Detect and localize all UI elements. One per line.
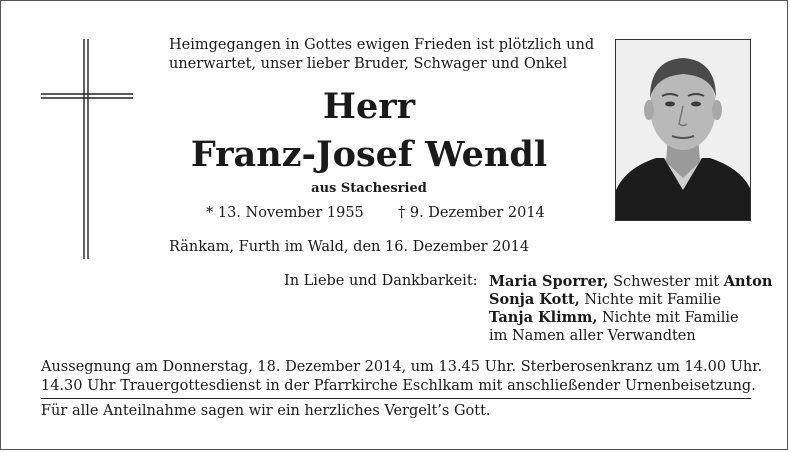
- origin-text: aus Stachesried: [311, 181, 427, 196]
- closing-text: Für alle Anteilnahme sagen wir ein herzliches Vergelt’s Gott.: [41, 403, 491, 419]
- mourner-line: [489, 327, 772, 345]
- cross-icon: [41, 39, 133, 259]
- deceased-name: Franz-Josef Wendl: [190, 134, 548, 175]
- divider: [41, 398, 751, 399]
- mourner-relation: im Namen aller Verwandten: [489, 328, 696, 344]
- mourner-line: [489, 291, 772, 309]
- intro-line: Heimgegangen in Gottes ewigen Frieden ist plötzlich und: [169, 37, 595, 53]
- mourner-name: Maria Sporrer,: [489, 273, 609, 290]
- mourner-name: Anton: [723, 273, 773, 290]
- mourner-relation: Schwester mit: [608, 274, 724, 290]
- intro-text: [169, 36, 609, 74]
- mourner-line: [489, 273, 772, 291]
- mourner-relation: Nichte mit Familie: [597, 310, 739, 326]
- mourner-name: Sonja Kott,: [489, 291, 580, 308]
- place-date: Ränkam, Furth im Wald, den 16. Dezember 2014: [169, 239, 530, 255]
- thanks-label: In Liebe und Dankbarkeit:: [284, 273, 478, 289]
- birth-date: * 13. November 1955: [206, 205, 364, 221]
- service-line: Aussegnung am Donnerstag, 18. Dezember 2014, um 13.45 Uhr. Sterberosenkranz um 14.00 Uhr.: [41, 359, 763, 375]
- mourner-relation: Nichte mit Familie: [579, 292, 721, 308]
- service-info: [41, 358, 763, 396]
- mourner-line: [489, 309, 772, 327]
- death-date: † 9. Dezember 2014: [398, 205, 545, 221]
- title-herr: Herr: [322, 86, 416, 127]
- intro-line: unerwartet, unser lieber Bruder, Schwager und Onkel: [169, 56, 568, 72]
- portrait-photo: [615, 39, 751, 221]
- mourners-list: [489, 273, 772, 345]
- mourner-name: Tanja Klimm,: [489, 309, 598, 326]
- service-line: 14.30 Uhr Trauergottesdienst in der Pfarrkirche Eschlkam mit anschließender Urnenbeisetzung.: [41, 378, 756, 394]
